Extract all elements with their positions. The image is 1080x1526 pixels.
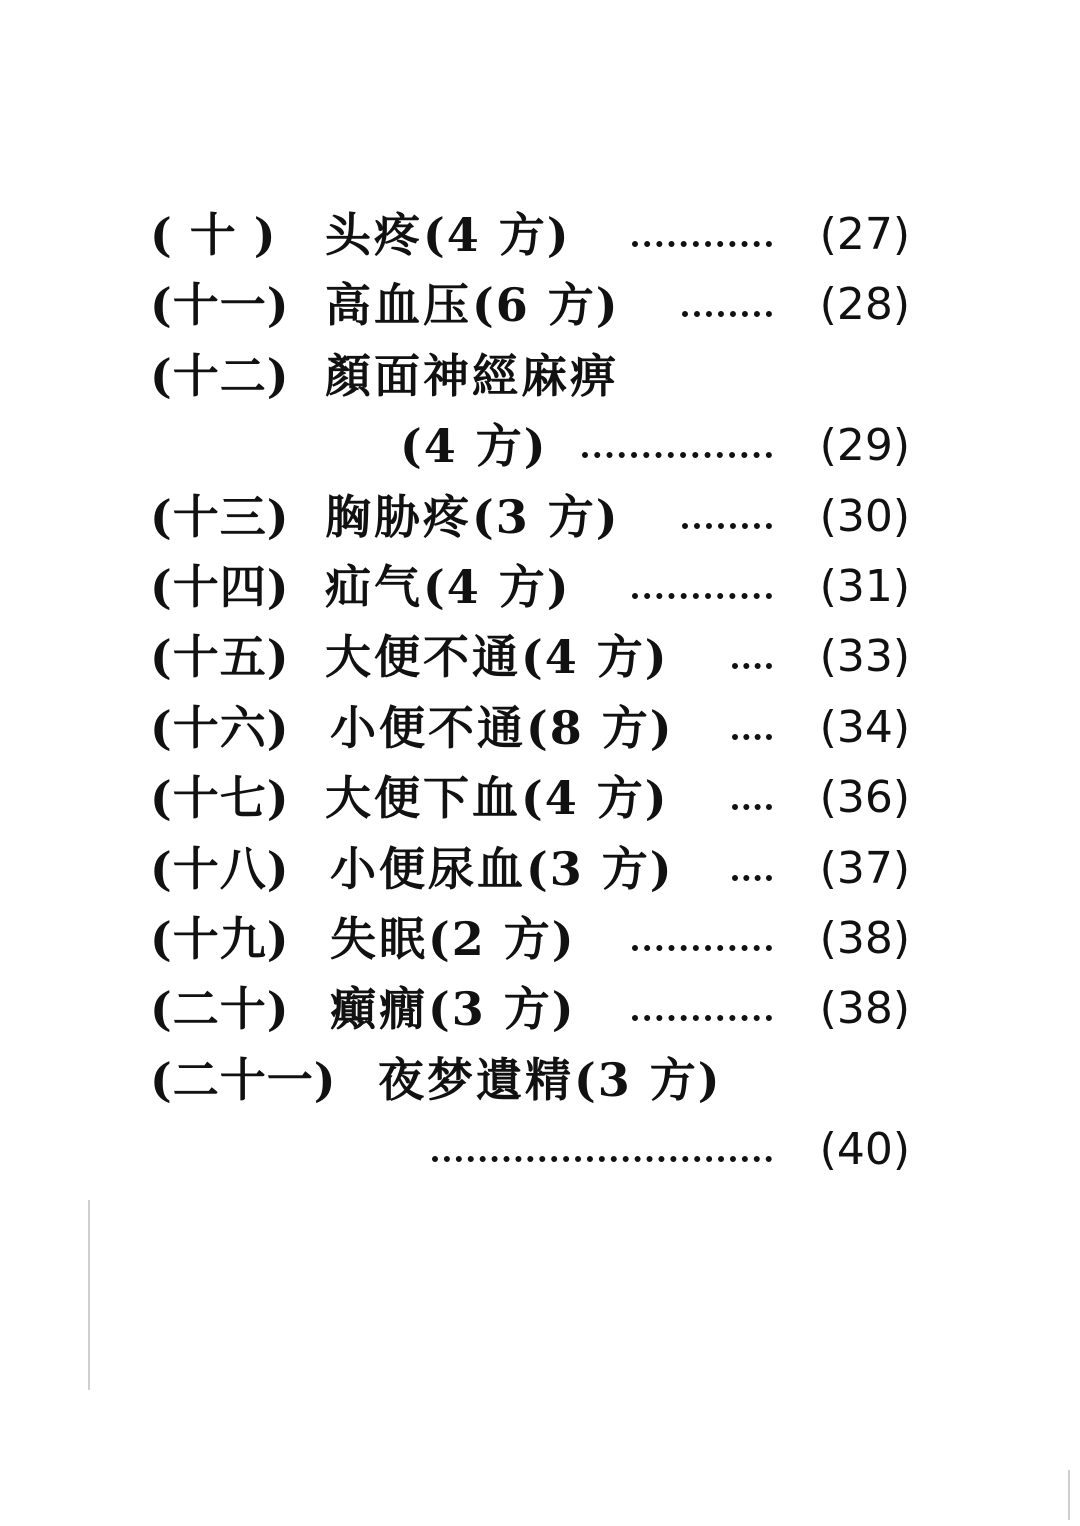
toc-entry (150, 341, 910, 411)
entry-number: (十九) (150, 911, 290, 966)
page-number: (38) (819, 912, 910, 964)
entry-title-text: 小便尿血 (330, 841, 526, 896)
entry-title-text: 疝气 (325, 559, 423, 614)
page-number: (27) (819, 209, 910, 260)
scan-mark-left (88, 1200, 90, 1390)
dot-leader (582, 444, 772, 458)
toc-entry (150, 270, 910, 340)
entry-title (400, 411, 548, 481)
dot-leader (632, 1007, 772, 1021)
prescription-count: (2 方) (428, 911, 576, 966)
dot-leader (632, 233, 772, 247)
entry-number: (十八) (150, 841, 290, 896)
entry-title-text: 头疼 (325, 208, 423, 262)
dot-leader (732, 655, 772, 669)
dot-leader (682, 515, 772, 529)
entry-title (330, 904, 576, 974)
entry-number: (十一) (150, 278, 290, 333)
page-number: (31) (819, 560, 910, 612)
dot-leader (682, 303, 772, 317)
entry-title-text: 夜梦遺精 (378, 1052, 574, 1107)
entry-number: (十二) (150, 348, 290, 403)
entry-title-text: 大便不通 (325, 630, 521, 685)
dot-leader (732, 796, 772, 810)
toc-entry (150, 974, 910, 1044)
entry-number: (二十一) (150, 1052, 337, 1107)
entry-title (325, 763, 669, 833)
entry-number: (十四) (150, 559, 290, 614)
toc-entry (150, 763, 910, 833)
entry-title (325, 341, 619, 411)
page-number: (33) (819, 631, 910, 683)
page-number: (29) (819, 420, 910, 472)
prescription-count: (4 方) (423, 559, 571, 614)
entry-title-text: 胸胁疼 (325, 489, 472, 544)
entry-title (325, 482, 620, 552)
toc-entry-continuation (150, 411, 910, 481)
entry-title-text: 高血压 (325, 278, 472, 333)
page-number: (37) (819, 842, 910, 894)
entry-title (330, 974, 576, 1044)
toc-entry (150, 834, 910, 904)
toc-entry (150, 904, 910, 974)
entry-number: ( 十 ) (150, 208, 277, 262)
entry-title-text: 小便不通 (330, 700, 526, 755)
prescription-count: (3 方) (472, 489, 620, 544)
dot-leader (632, 585, 772, 599)
entry-title (325, 552, 571, 622)
dot-leader (432, 1148, 772, 1162)
toc-entry (150, 622, 910, 692)
dot-leader (732, 726, 772, 740)
entry-number: (十五) (150, 630, 290, 685)
entry-number: (十六) (150, 700, 290, 755)
scan-mark-right (1068, 1470, 1070, 1520)
page-number: (36) (819, 772, 910, 824)
toc-entry-continuation (150, 1115, 910, 1185)
page-number: (30) (819, 490, 910, 542)
page-number: (40) (819, 1124, 910, 1176)
entry-number: (二十) (150, 982, 290, 1037)
prescription-count: (4 方) (423, 208, 571, 262)
page-number: (34) (819, 701, 910, 753)
toc-entry (150, 693, 910, 763)
prescription-count: (3 方) (526, 841, 674, 896)
page-number: (28) (819, 279, 910, 331)
entry-title (378, 1045, 722, 1115)
toc-entry (150, 1045, 910, 1115)
entry-title-text: 癲癇 (330, 982, 428, 1037)
entry-number: (十七) (150, 771, 290, 826)
entry-title-text: 失眠 (330, 911, 428, 966)
prescription-count: (3 方) (574, 1052, 722, 1107)
prescription-count: (4 方) (521, 771, 669, 826)
prescription-count: (3 方) (428, 982, 576, 1037)
entry-title (330, 834, 674, 904)
entry-title (330, 693, 674, 763)
entry-number: (十三) (150, 489, 290, 544)
entry-title (325, 270, 620, 340)
prescription-count: (4 方) (400, 419, 548, 474)
toc-entry (150, 552, 910, 622)
entry-title-text: 顏面神經麻痹 (325, 348, 619, 403)
page-number: (38) (819, 983, 910, 1035)
prescription-count: (4 方) (521, 630, 669, 685)
prescription-count: (8 方) (526, 700, 674, 755)
entry-title-text: 大便下血 (325, 771, 521, 826)
toc-entry (150, 200, 910, 270)
entry-title (325, 622, 669, 692)
prescription-count: (6 方) (472, 278, 620, 333)
toc-entry (150, 482, 910, 552)
table-of-contents (150, 200, 910, 1185)
entry-title (325, 200, 571, 270)
dot-leader (632, 937, 772, 951)
dot-leader (732, 867, 772, 881)
